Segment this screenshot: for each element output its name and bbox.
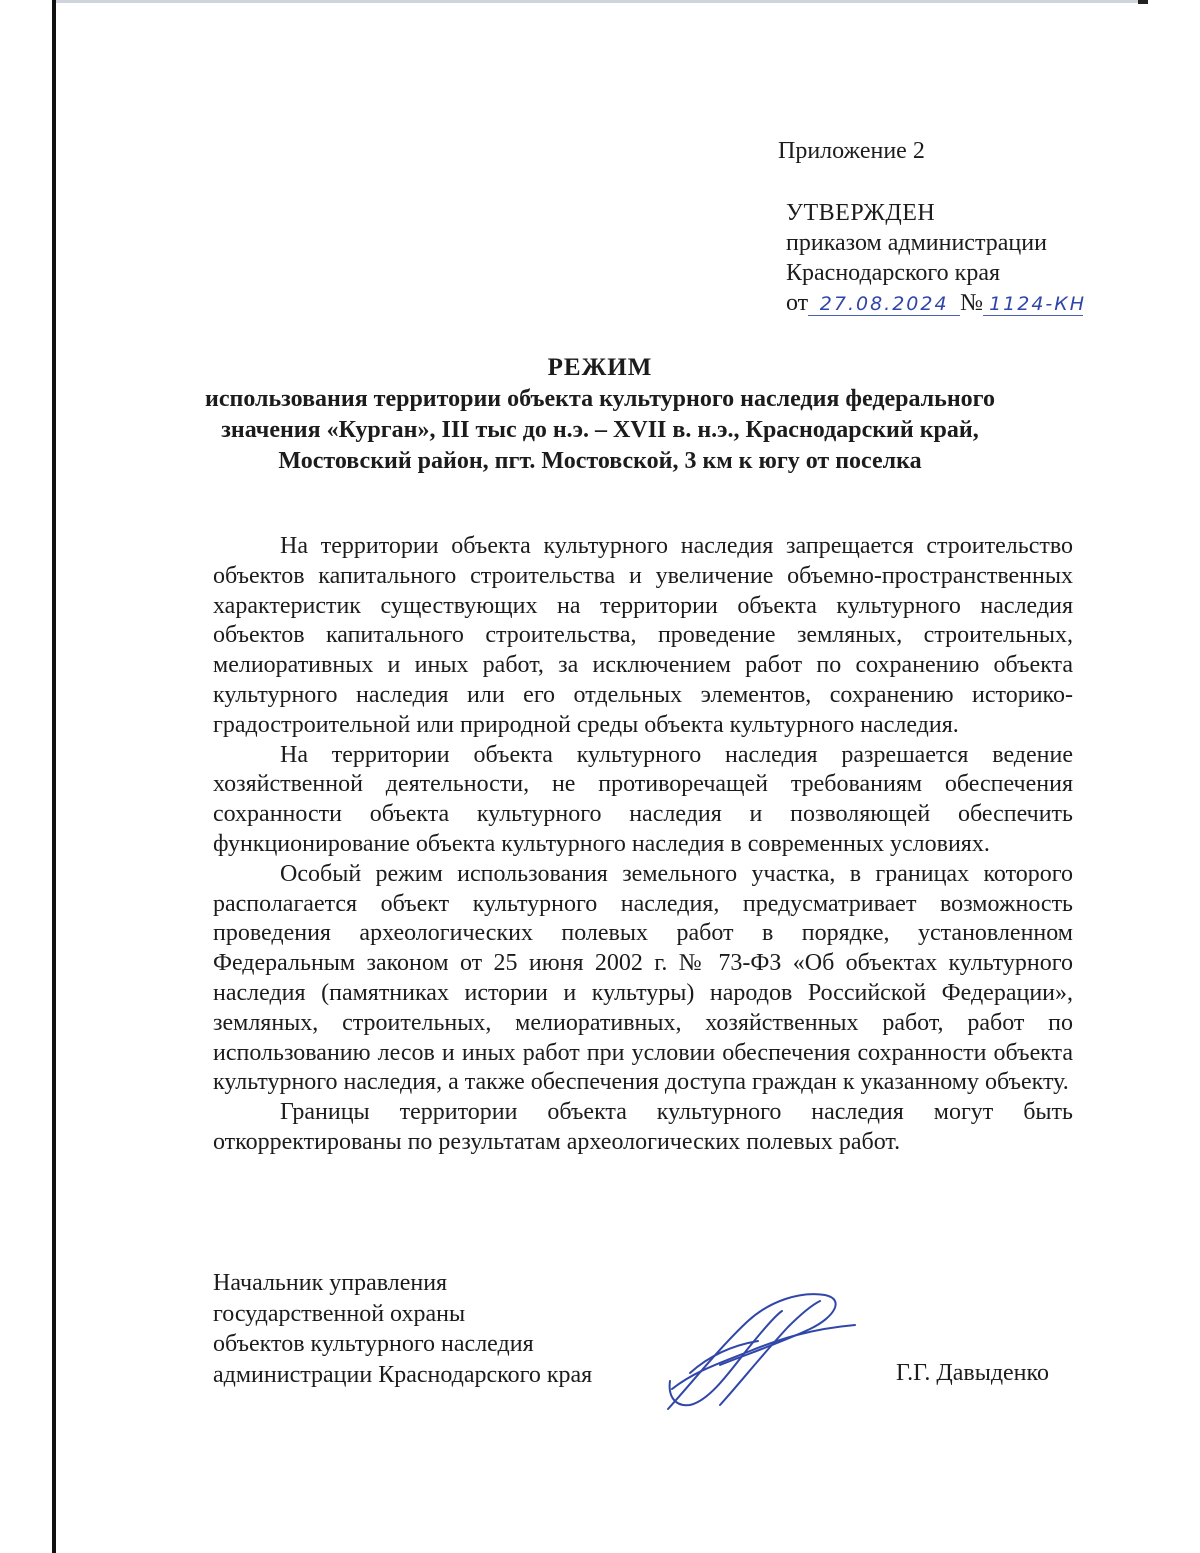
- document-body: [213, 532, 1073, 1158]
- appendix-label: Приложение 2: [778, 138, 925, 164]
- scan-border-left: [52, 0, 56, 1553]
- position-line-2: государственной охраны: [213, 1300, 466, 1327]
- order-date-handwritten: 27.08.2024: [808, 293, 960, 316]
- order-date-number-line: [786, 288, 1087, 318]
- scan-corner-mark: [1138, 0, 1148, 4]
- document-title: [160, 352, 1040, 477]
- signatory-position: [213, 1268, 592, 1390]
- paragraph-prohibitions: На территории объекта культурного наследия запрещается строительство объектов капитального строительства и увеличение объемно-пространственных характеристик существующих на территории объекта культурного наследия объектов капитального строительства, проведение земляных, строительных, мелиоративных и иных работ, за исключением работ по сохранению объекта культурного наследия или его отдельных элементов, сохранению историко-градостроительной или природной среды объекта культурного наследия.: [213, 533, 1073, 738]
- position-line-1: Начальник управления: [213, 1270, 448, 1296]
- approval-block: [786, 198, 1087, 318]
- title-line-3: Мостовский район, пгт. Мостовской, 3 км к югу от поселка: [278, 448, 922, 474]
- order-number-handwritten: 1124-КН: [983, 293, 1083, 316]
- number-sign: №: [960, 290, 984, 316]
- title-line-1: использования территории объекта культурного наследия федерального: [205, 386, 995, 412]
- approved-by-line-2: Краснодарского края: [786, 260, 1001, 286]
- position-line-3: объектов культурного наследия: [213, 1331, 534, 1357]
- paragraph-special-regime: Особый режим использования земельного участка, в границах которого располагается объект культурного наследия, предусматривает возможность проведения археологических полевых работ в порядке, установленном Федеральным законом от 25 июня 2002 г. № 73-ФЗ «Об объектах культурного наследия (памятниках истории и культуры) народов Российской Федерации», земляных, строительных, мелиоративных, хозяйственных работ, работ по использованию лесов и иных работ при условии обеспечения сохранности объекта культурного наследия, а также обеспечения доступа граждан к указанному объекту.: [213, 860, 1073, 1096]
- title-line-2: значения «Курган», III тыс до н.э. – XVII в. н.э., Краснодарский край,: [221, 417, 979, 443]
- date-prefix: от: [786, 290, 809, 316]
- position-line-4: администрации Краснодарского края: [213, 1361, 593, 1388]
- paragraph-permissions: На территории объекта культурного наследия разрешается ведение хозяйственной деятельности, не противоречащей требованиям обеспечения сохранности объекта культурного наследия и позволяющей обеспечить функционирование объекта культурного наследия в современных условиях.: [213, 741, 1073, 857]
- title-heading: РЕЖИМ: [547, 354, 653, 381]
- handwritten-signature: [650, 1285, 880, 1425]
- signer-name: Г.Г. Давыденко: [896, 1360, 1049, 1386]
- approved-heading: УТВЕРЖДЕН: [786, 200, 936, 226]
- approved-by-line-1: приказом администрации: [786, 230, 1047, 256]
- paragraph-boundaries: Границы территории объекта культурного наследия могут быть откорректированы по результатам археологических полевых работ.: [213, 1099, 1073, 1155]
- scan-border-top: [56, 0, 1146, 3]
